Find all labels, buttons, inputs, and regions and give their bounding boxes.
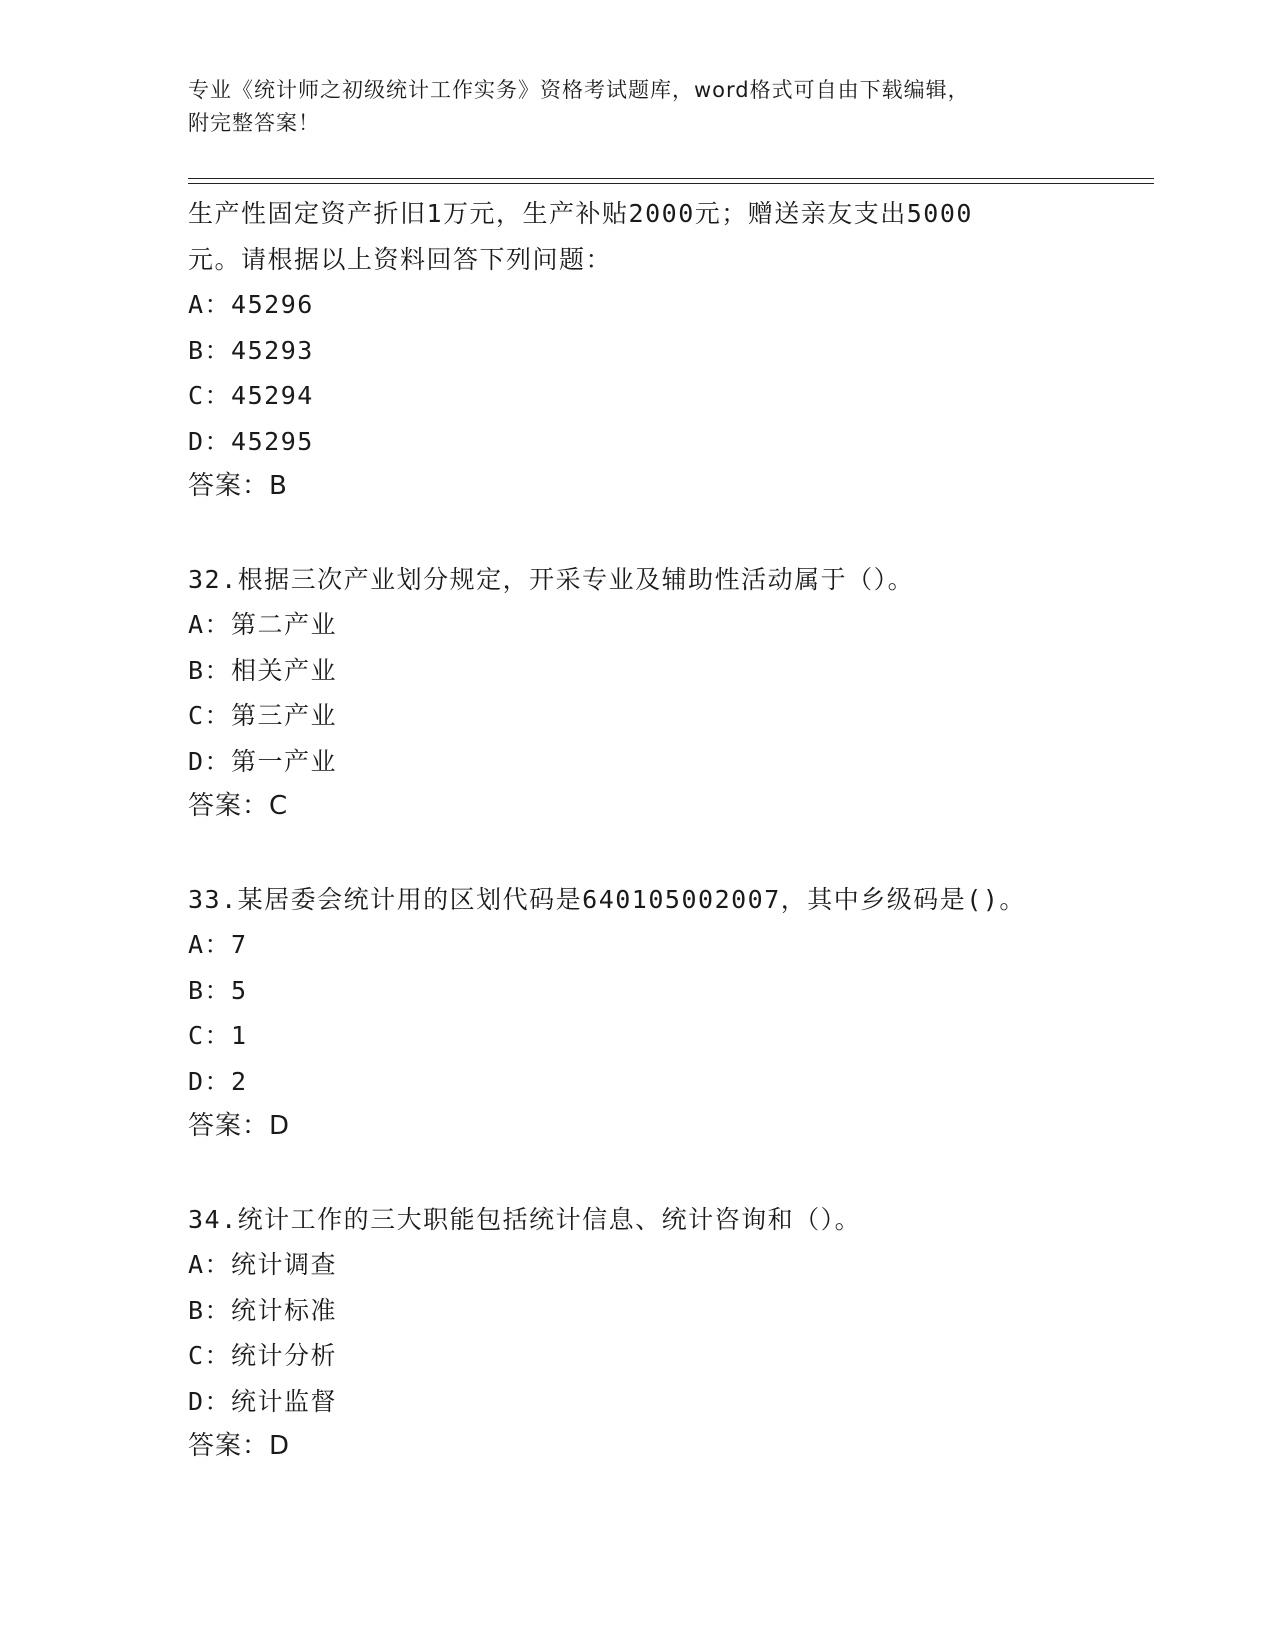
option-d: D：45295: [188, 426, 314, 456]
option-c: C：45294: [188, 381, 314, 410]
option-a: A：第二产业: [188, 610, 338, 639]
option-d: D：第一产业: [188, 746, 338, 776]
question-33: [188, 877, 1088, 1150]
option-b: B：5: [188, 975, 248, 1005]
question-text: 33.某居委会统计用的区划代码是640105002007，其中乡级码是()。: [188, 884, 1026, 914]
option-d: D：2: [188, 1066, 248, 1096]
option-a: A：45296: [188, 290, 314, 319]
question-text: 32.根据三次产业划分规定，开采专业及辅助性活动属于（）。: [188, 564, 915, 594]
document-header: [188, 74, 1108, 140]
option-c: C：1: [188, 1021, 248, 1050]
header-line-1: 专业《统计师之初级统计工作实务》资格考试题库，word格式可自由下载编辑，: [188, 78, 970, 102]
question-text-line: 生产性固定资产折旧1万元，生产补贴2000元；赠送亲友支出5000: [188, 199, 973, 228]
option-a: A：统计调查: [188, 1250, 338, 1279]
question-text-line: 元。请根据以上资料回答下列问题：: [188, 244, 613, 274]
option-c: C：统计分析: [188, 1341, 338, 1370]
option-b: B：相关产业: [188, 655, 338, 685]
header-line-2: 附完整答案！: [188, 111, 320, 135]
option-c: C：第三产业: [188, 701, 338, 730]
answer-line: 答案：B: [188, 471, 288, 501]
answer-line: 答案：D: [188, 1111, 291, 1141]
answer-line: 答案：C: [188, 791, 289, 821]
question-34: [188, 1197, 1088, 1470]
header-divider-top: [188, 178, 1154, 179]
answer-line: 答案：D: [188, 1431, 291, 1461]
option-d: D：统计监督: [188, 1386, 338, 1416]
question-text: 34.统计工作的三大职能包括统计信息、统计咨询和（）。: [188, 1204, 862, 1234]
option-b: B：统计标准: [188, 1295, 338, 1325]
question-32: [188, 557, 1088, 830]
option-b: B：45293: [188, 335, 314, 365]
header-divider-bottom: [188, 183, 1154, 184]
option-a: A：7: [188, 930, 248, 959]
document-body: [188, 191, 1088, 1470]
question-31-continued: [188, 191, 1088, 510]
